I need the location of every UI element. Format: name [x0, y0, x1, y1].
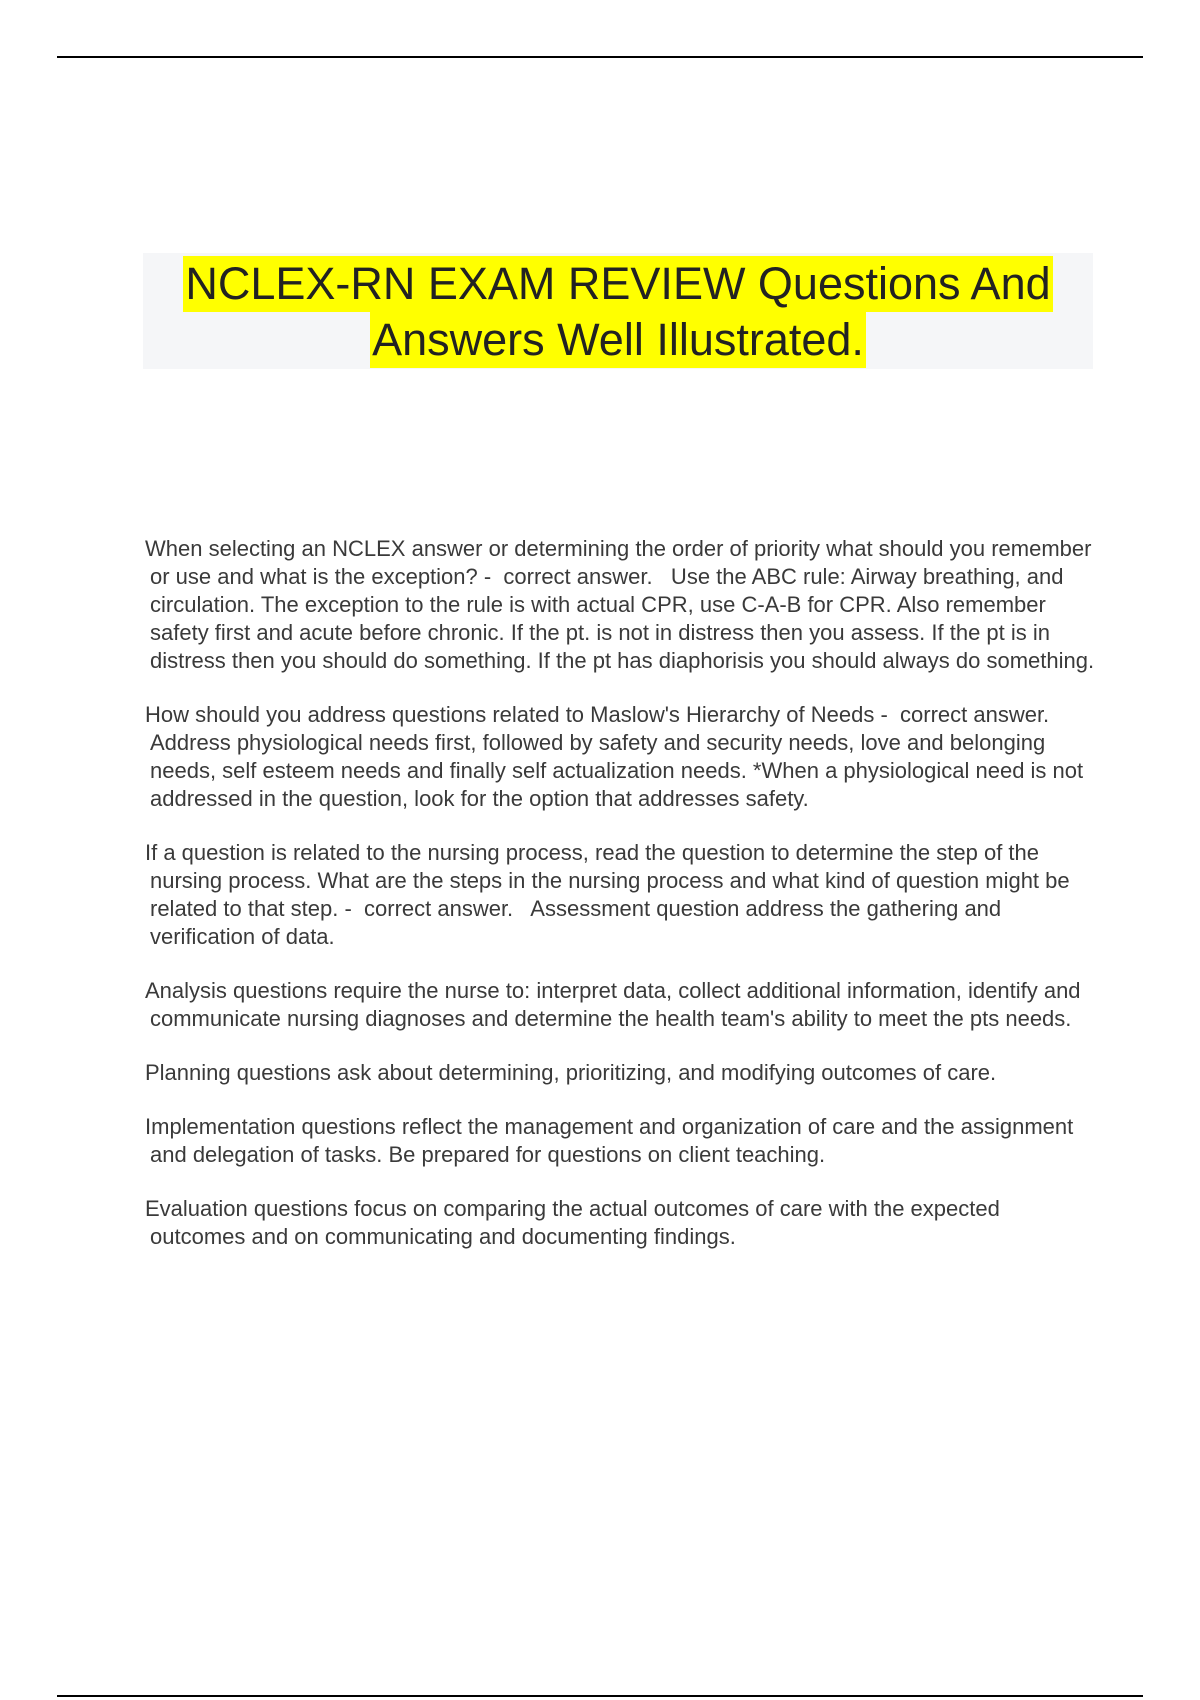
- title-line-1: NCLEX-RN EXAM REVIEW Questions And: [183, 256, 1052, 312]
- document-body: [145, 535, 1098, 1277]
- footer-rule: [57, 1695, 1143, 1697]
- qa-entry-analysis: Analysis questions require the nurse to: interpret data, collect additional information, identify and communicate nursing diagnoses and determine the health team's ability to meet the pts needs.: [145, 978, 1087, 1031]
- qa-entry-implementation: Implementation questions reflect the management and organization of care and the assignment and delegation of tasks. Be prepared for questions on client teaching.: [145, 1114, 1080, 1167]
- qa-entry-abc-rule: When selecting an NCLEX answer or determining the order of priority what should you remember or use and what is the exception? - correct answer. Use the ABC rule: Airway breathing, and circulation. The exception to the rule is with actual CPR, use C-A-B for CPR. Also remember safety first and acute before chronic. If the pt. is not in distress then you assess. If the pt is in distress then you should do something. If the pt has diaphorisis you should always do something.: [145, 536, 1098, 673]
- header-rule: [57, 56, 1143, 58]
- qa-entry-nursing-process: If a question is related to the nursing process, read the question to determine the step of the nursing process. What are the steps in the nursing process and what kind of question might be related to that step. - correct answer. Assessment question address the gathering and verification of data.: [145, 840, 1076, 949]
- document-title: [143, 253, 1093, 369]
- title-line-2: Answers Well Illustrated.: [370, 312, 866, 368]
- qa-entry-maslow: How should you address questions related to Maslow's Hierarchy of Needs - correct answer. Address physiological needs first, followed by safety and security needs, love and belonging needs, self esteem needs and finally self actualization needs. *When a physiological need is not addressed in the question, look for the option that addresses safety.: [145, 702, 1090, 811]
- qa-entry-planning: Planning questions ask about determining, prioritizing, and modifying outcomes of care.: [145, 1060, 997, 1085]
- qa-entry-evaluation: Evaluation questions focus on comparing the actual outcomes of care with the expected outcomes and on communicating and documenting findings.: [145, 1196, 1006, 1249]
